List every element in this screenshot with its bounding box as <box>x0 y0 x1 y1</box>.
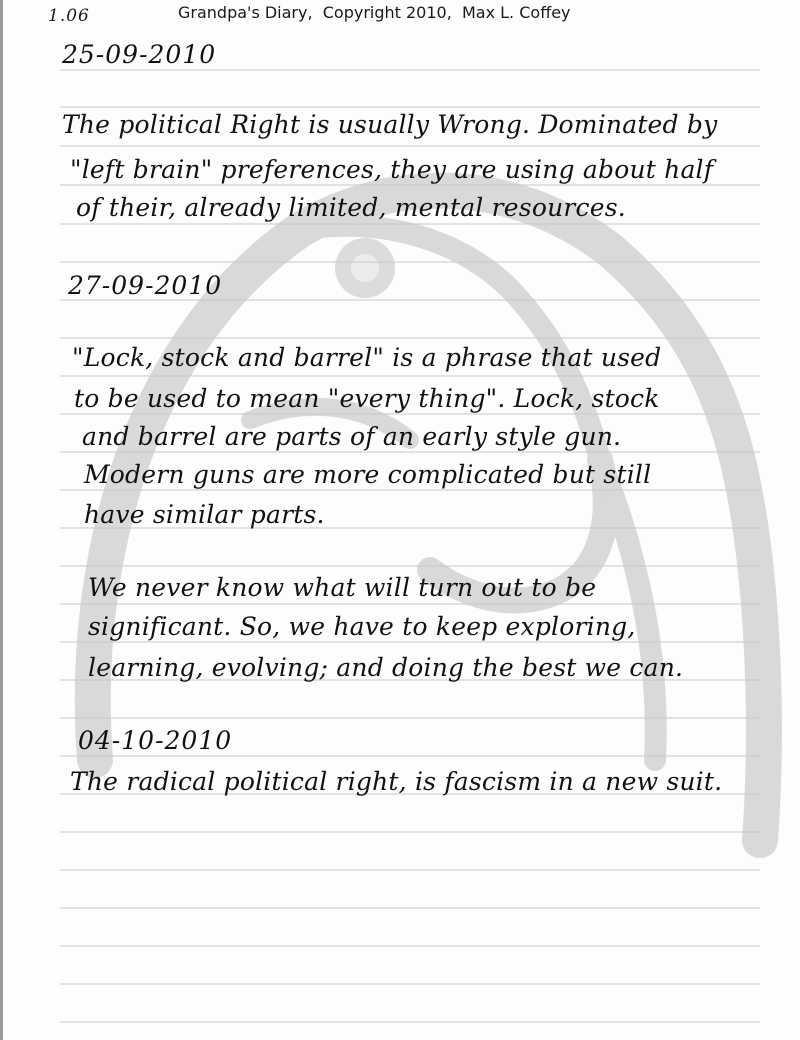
entry-line: The radical political right, is fascism in a new suit. <box>70 767 723 796</box>
entry-line: significant. So, we have to keep exploring, <box>88 612 636 641</box>
entry-line: Modern guns are more complicated but still <box>84 460 652 489</box>
entry-date: 27-09-2010 <box>68 271 223 300</box>
entry-date: 25-09-2010 <box>62 40 217 69</box>
entry-line: of their, already limited, mental resources. <box>76 193 626 222</box>
page-header <box>0 2 800 24</box>
entry-line: We never know what will turn out to be <box>88 573 597 602</box>
entry-line: "left brain" preferences, they are using about half <box>70 155 714 184</box>
entry-line: and barrel are parts of an early style gun. <box>82 422 622 451</box>
entry-date: 04-10-2010 <box>78 726 233 755</box>
entry-line: learning, evolving; and doing the best we can. <box>88 653 684 682</box>
header-title: Grandpa's Diary, Copyright 2010, Max L. Coffey <box>178 3 571 22</box>
entry-line: "Lock, stock and barrel" is a phrase that used <box>72 343 662 372</box>
entry-line: to be used to mean "every thing". Lock, stock <box>74 384 660 413</box>
entry-line: have similar parts. <box>84 500 325 529</box>
page-number: 1.06 <box>48 6 90 26</box>
entry-line: The political Right is usually Wrong. Dominated by <box>62 110 718 139</box>
